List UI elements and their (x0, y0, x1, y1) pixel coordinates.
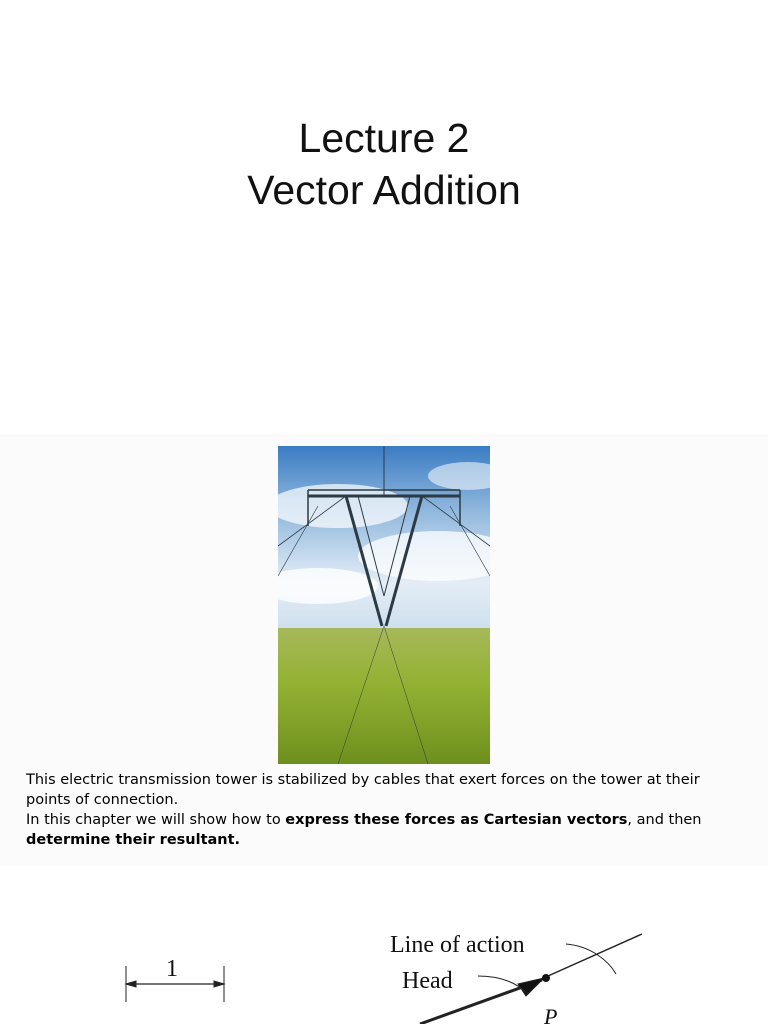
vector-diagram (120, 926, 650, 1024)
point-p-dot (542, 974, 550, 982)
head-label: Head (402, 968, 453, 994)
line-of-action (548, 934, 642, 976)
caption-line-1: This electric transmission tower is stabilized by cables that exert forces on the tower at their points of connection. (26, 772, 700, 808)
transmission-tower-photo (278, 446, 490, 764)
vector-diagram-slide (0, 866, 768, 1024)
tower-slide (0, 434, 768, 866)
scale-arrow-left (126, 981, 136, 987)
title-line-1: Lecture 2 (298, 115, 470, 161)
caption-bold-2: determine their resultant. (26, 832, 241, 848)
caption-mid: , and then (627, 812, 702, 828)
title-line-2: Vector Addition (247, 167, 521, 213)
line-of-action-label: Line of action (390, 932, 525, 958)
scale-arrow-right (214, 981, 224, 987)
caption-bold-1: express these forces as Cartesian vectors (285, 812, 628, 828)
vector-arrowhead (518, 978, 544, 996)
tower-photo-svg (278, 446, 490, 764)
title-slide (0, 0, 768, 434)
slide-title (0, 112, 768, 216)
point-p-label: P (544, 1004, 558, 1024)
caption-line-2 (26, 810, 746, 850)
scale-label: 1 (166, 956, 178, 982)
caption-prefix: In this chapter we will show how to (26, 812, 286, 828)
tower-caption (26, 770, 746, 850)
